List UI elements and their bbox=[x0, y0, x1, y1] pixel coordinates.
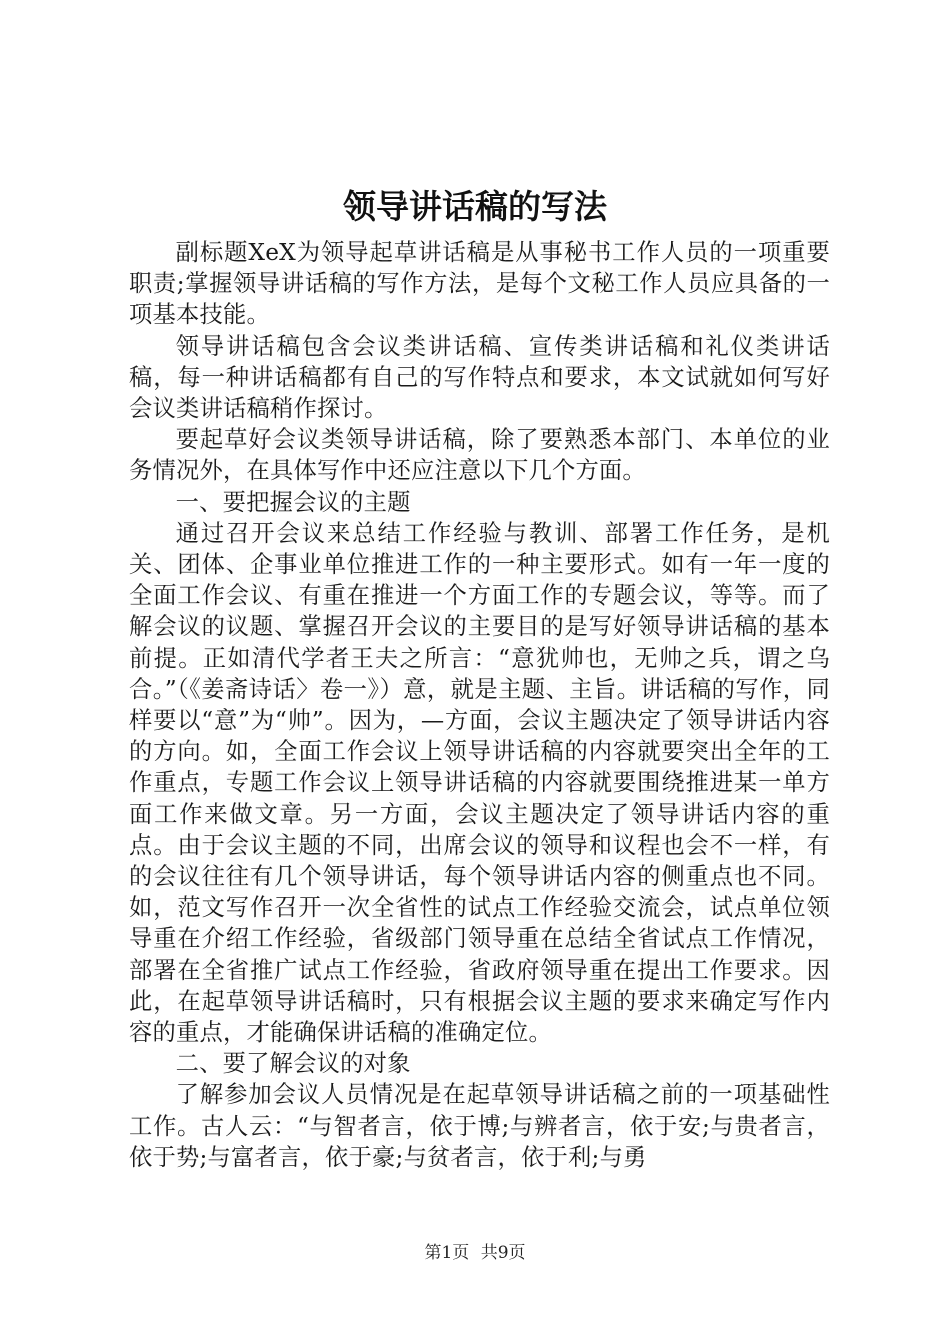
page-number: 第1页 bbox=[424, 1243, 470, 1263]
paragraph: 通过召开会议来总结工作经验与教训、部署工作任务，是机关、团体、企事业单位推进工作的一种主要形式。如有一年一度的全面工作会议、有重在推进一个方面工作的专题会议，等等。而了解会议的议题、掌握召开会议的主要目的是写好领导讲话稿的基本前提。正如清代学者王夫之所言：“意犹帅也，无帅之兵，谓之乌合。”（《姜斋诗话〉卷一》）意，就是主题、主旨。讲话稿的写作，同样要以“意”为“帅”。因为，—方面，会议主题决定了领导讲话内容的方向。如，全面工作会议上领导讲话稿的内容就要突出全年的工作重点，专题工作会议上领导讲话稿的内容就要围绕推进某一单方面工作来做文章。另一方面，会议主题决定了领导讲话内容的重点。由于会议主题的不同，出席会议的领导和议程也会不一样，有的会议往往有几个领导讲话，每个领导讲话内容的侧重点也不同。如，范文写作召开一次全省性的试点工作经验交流会，试点单位领导重在介绍工作经验，省级部门领导重在总结全省试点工作情况，部署在全省推广试点工作经验，省政府领导重在提出工作要求。因此，在起草领导讲话稿时，只有根据会议主题的要求来确定写作内容的重点，才能确保讲话稿的准确定位。 bbox=[129, 519, 830, 1047]
paragraph: 了解参加会议人员情况是在起草领导讲话稿之前的一项基础性工作。古人云：“与智者言，依于博;与辨者言，依于安;与贵者言，依于势;与富者言，依于豪;与贫者言，依于利;与勇 bbox=[129, 1081, 830, 1171]
page-total: 共9页 bbox=[480, 1243, 526, 1263]
section-heading: 一、要把握会议的主题 bbox=[175, 488, 411, 516]
document-body bbox=[129, 237, 830, 1173]
page-footer bbox=[0, 1241, 950, 1265]
paragraph: 领导讲话稿包含会议类讲话稿、宣传类讲话稿和礼仪类讲话稿，每一种讲话稿都有自己的写作特点和要求，本文试就如何写好会议类讲话稿稍作探讨。 bbox=[129, 332, 830, 423]
paragraph: 副标题XeX为领导起草讲话稿是从事秘书工作人员的一项重要职责;掌握领导讲话稿的写作方法，是每个文秘工作人员应具备的一项基本技能。 bbox=[129, 239, 830, 329]
section-heading: 二、要了解会议的对象 bbox=[175, 1050, 411, 1078]
paragraph: 要起草好会议类领导讲话稿，除了要熟悉本部门、本单位的业务情况外，在具体写作中还应注意以下几个方面。 bbox=[129, 426, 830, 485]
document-title: 领导讲话稿的写法 bbox=[343, 187, 607, 226]
